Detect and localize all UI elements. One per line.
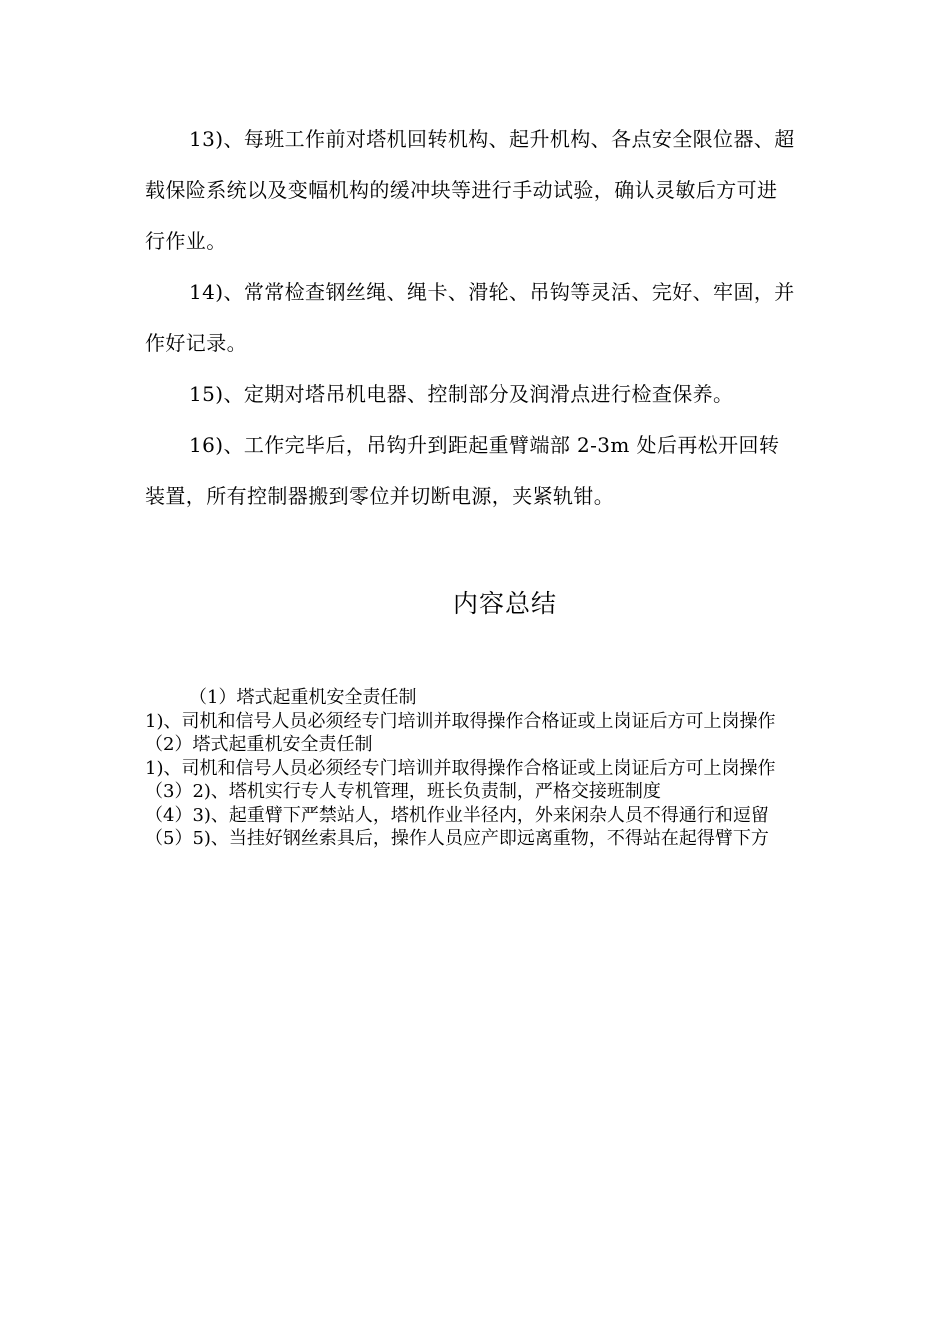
summary-item: （3）2)、塔机实行专人专机管理，班长负责制，严格交接班制度	[145, 781, 661, 802]
paragraph-14: 14)、常常检查钢丝绳、绳卡、滑轮、吊钩等灵活、完好、牢固，并作好记录。	[145, 280, 795, 355]
summary-list	[145, 686, 810, 851]
summary-item: （5）5)、当挂好钢丝索具后，操作人员应产即远离重物，不得站在起得臂下方	[145, 828, 769, 849]
summary-item: （1）塔式起重机安全责任制	[189, 687, 417, 708]
paragraph-16: 16)、工作完毕后，吊钩升到距起重臂端部 2-3m 处后再松开回转装置，所有控制器搬到零位并切断电源，夹紧轨钳。	[145, 433, 780, 508]
summary-item: 1)、司机和信号人员必须经专门培训并取得操作合格证或上岗证后方可上岗操作	[145, 710, 776, 732]
document-body	[145, 114, 795, 522]
summary-item: （4）3)、起重臂下严禁站人，塔机作业半径内，外来闲杂人员不得通行和逗留	[145, 804, 769, 826]
paragraph-15: 15)、定期对塔吊机电器、控制部分及润滑点进行检查保养。	[189, 382, 734, 406]
summary-title: 内容总结	[452, 589, 557, 618]
summary-item: 1)、司机和信号人员必须经专门培训并取得操作合格证或上岗证后方可上岗操作	[145, 757, 776, 779]
paragraph-13: 13)、每班工作前对塔机回转机构、起升机构、各点安全限位器、超载保险系统以及变幅机构的缓冲块等进行手动试验，确认灵敏后方可进行作业。	[145, 127, 795, 253]
summary-item: （2）塔式起重机安全责任制	[145, 734, 373, 755]
